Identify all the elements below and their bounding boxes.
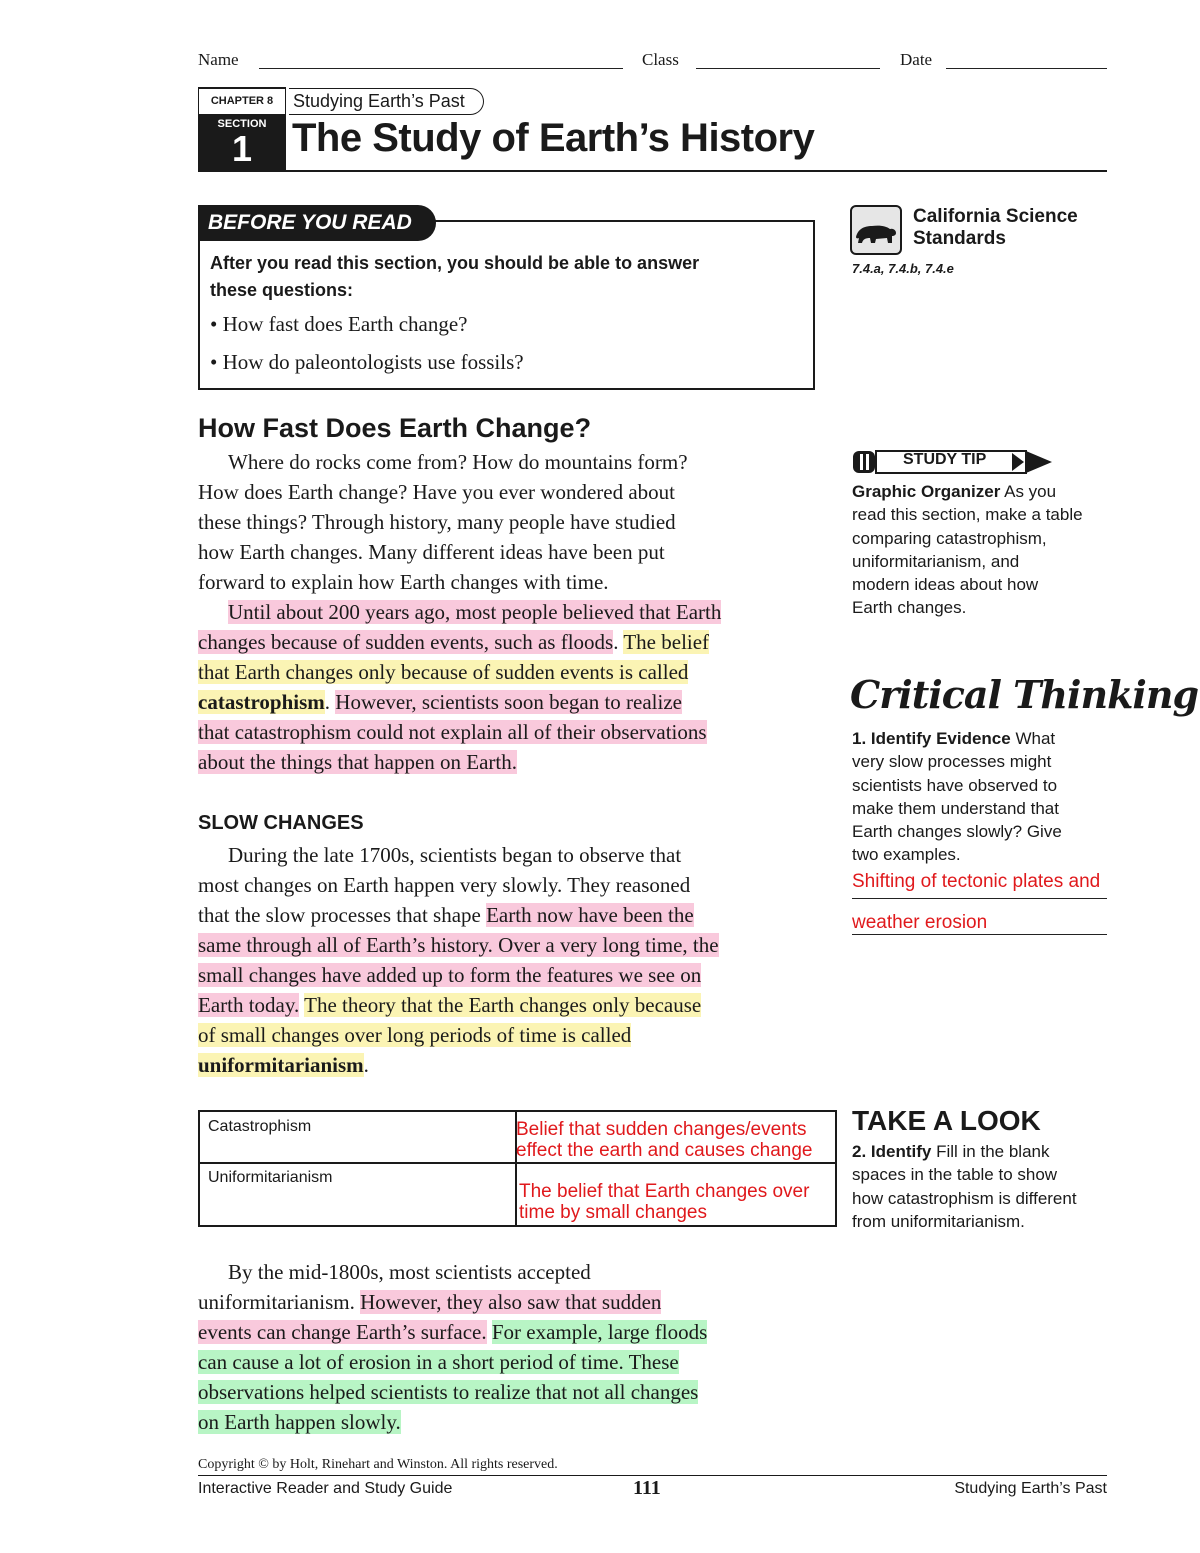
class-label: Class bbox=[642, 50, 679, 69]
highlight-pink: about the things that happen on Earth. bbox=[198, 750, 518, 774]
text: modern ideas about how bbox=[852, 575, 1039, 595]
date-label: Date bbox=[900, 50, 933, 69]
term-catastrophism: catastrophism bbox=[198, 690, 325, 714]
chapter-label: CHAPTER 8 bbox=[198, 88, 286, 115]
intro-line: After you read this section, you should be able to answer bbox=[210, 253, 700, 273]
text: What bbox=[1015, 729, 1056, 748]
critical-thinking-title: Critical Thinking bbox=[850, 672, 1199, 717]
highlight-pink: that catastrophism could not explain all of their observations bbox=[198, 720, 707, 744]
question-2 bbox=[852, 1140, 1112, 1233]
highlight-pink: small changes have added up to form the features we see on bbox=[198, 963, 702, 987]
question-item: • How fast does Earth change? bbox=[210, 312, 468, 336]
text: read this section, make a table bbox=[852, 505, 1083, 525]
highlight-green: can cause a lot of erosion in a short period of time. These bbox=[198, 1350, 679, 1374]
text: . bbox=[363, 1053, 369, 1077]
highlight-green: For example, large floods bbox=[491, 1320, 708, 1344]
before-you-read-tab: BEFORE YOU READ bbox=[198, 205, 436, 241]
answer-line: The belief that Earth changes over bbox=[519, 1181, 810, 1202]
name-label: Name bbox=[198, 50, 239, 69]
class-field-line[interactable] bbox=[696, 68, 880, 69]
text: scientists have observed to bbox=[852, 775, 1058, 795]
section-title: The Study of Earth’s History bbox=[292, 116, 815, 160]
highlight-pink: Earth now have been the bbox=[486, 903, 694, 927]
highlight-pink: events can change Earth’s surface. bbox=[198, 1320, 487, 1344]
california-bear-icon bbox=[850, 205, 902, 255]
study-tip-text bbox=[852, 480, 1112, 620]
date-field-line[interactable] bbox=[946, 68, 1107, 69]
answer-1-line-1[interactable]: Shifting of tectonic plates and bbox=[852, 871, 1101, 892]
text: Earth changes slowly? Give bbox=[852, 822, 1062, 842]
before-you-read-intro bbox=[210, 250, 800, 304]
highlight-green: on Earth happen slowly. bbox=[198, 1410, 401, 1434]
text: uniformitarianism. bbox=[198, 1290, 355, 1314]
body-line: these things? Through history, many people have studied bbox=[198, 510, 676, 534]
intro-line: these questions: bbox=[210, 280, 354, 300]
text: comparing catastrophism, bbox=[852, 528, 1047, 548]
text: how catastrophism is different bbox=[852, 1188, 1077, 1208]
body-line: how Earth changes. Many different ideas have been put bbox=[198, 540, 665, 564]
subheading-slow-changes: SLOW CHANGES bbox=[198, 812, 364, 834]
highlight-yellow: The belief bbox=[623, 630, 710, 654]
highlight-yellow: of small changes over long periods of time is called bbox=[198, 1023, 632, 1047]
question-heading: 1. Identify Evidence bbox=[852, 729, 1011, 748]
highlight-pink: Until about 200 years ago, most people believed that Earth bbox=[228, 600, 722, 624]
text: spaces in the table to show bbox=[852, 1165, 1058, 1185]
text: . bbox=[324, 690, 331, 714]
highlight-pink: changes because of sudden events, such as floods bbox=[198, 630, 614, 654]
text: from uniformitarianism. bbox=[852, 1211, 1025, 1231]
standards-title-line: Standards bbox=[913, 228, 1006, 249]
page-number: 111 bbox=[633, 1477, 661, 1499]
question-1 bbox=[852, 727, 1112, 867]
standards-title bbox=[913, 206, 1078, 250]
copyright: Copyright © by Holt, Rinehart and Winston. All rights reserved. bbox=[198, 1457, 558, 1472]
body-line: forward to explain how Earth changes with time. bbox=[198, 570, 609, 594]
text: that the slow processes that shape bbox=[198, 903, 481, 927]
answer-line: time by small changes bbox=[519, 1202, 707, 1223]
footer-book-title: Interactive Reader and Study Guide bbox=[198, 1480, 453, 1497]
question-item: • How do paleontologists use fossils? bbox=[210, 350, 524, 374]
table-row-label: Uniformitarianism bbox=[208, 1169, 333, 1186]
text: two examples. bbox=[852, 845, 961, 865]
answer-rule bbox=[852, 898, 1107, 899]
text: As you bbox=[1004, 482, 1057, 501]
question-heading: 2. Identify bbox=[852, 1142, 932, 1161]
answer-1-line-2[interactable]: weather erosion bbox=[852, 912, 988, 933]
body-line: By the mid-1800s, most scientists accepted bbox=[228, 1260, 591, 1284]
footer-chapter-title: Studying Earth’s Past bbox=[954, 1480, 1107, 1497]
highlight-pink: Earth today. bbox=[198, 993, 300, 1017]
text: very slow processes might bbox=[852, 752, 1052, 772]
text: uniformitarianism, and bbox=[852, 551, 1020, 571]
answer-line: effect the earth and causes change bbox=[516, 1140, 813, 1161]
body-line: most changes on Earth happen very slowly. They reasoned bbox=[198, 873, 691, 897]
highlight-pink: same through all of Earth’s history. Over a very long time, the bbox=[198, 933, 719, 957]
body-line: Where do rocks come from? How do mountains form? bbox=[228, 450, 688, 474]
highlight-pink: However, they also saw that sudden bbox=[360, 1290, 662, 1314]
banner-rule bbox=[198, 170, 1107, 172]
text: Fill in the blank bbox=[936, 1142, 1050, 1161]
term-uniformitarianism: uniformitarianism bbox=[198, 1053, 364, 1077]
answer-rule bbox=[852, 934, 1107, 935]
table-answer-cell[interactable] bbox=[519, 1181, 809, 1223]
standards-codes: 7.4.a, 7.4.b, 7.4.e bbox=[852, 261, 954, 276]
text: . bbox=[613, 630, 619, 654]
table-answer-cell[interactable] bbox=[516, 1119, 812, 1161]
text: Earth changes. bbox=[852, 598, 967, 618]
highlight-green: observations helped scientists to realize that not all changes bbox=[198, 1380, 699, 1404]
section-word: SECTION bbox=[217, 118, 267, 130]
table-divider bbox=[198, 1162, 837, 1164]
highlight-pink: However, scientists soon began to realize bbox=[335, 690, 682, 714]
study-tip-heading: Graphic Organizer bbox=[852, 482, 1001, 501]
section-number: 1 bbox=[231, 128, 253, 169]
main-heading: How Fast Does Earth Change? bbox=[198, 413, 592, 443]
highlight-yellow: that Earth changes only because of sudden events is called bbox=[198, 660, 689, 684]
take-a-look-heading: TAKE A LOOK bbox=[852, 1105, 1041, 1136]
text: make them understand that bbox=[852, 798, 1059, 818]
study-tip-label: STUDY TIP bbox=[903, 451, 987, 468]
standards-title-line: California Science bbox=[913, 206, 1078, 227]
footer-rule bbox=[198, 1475, 1107, 1476]
name-field-line[interactable] bbox=[259, 68, 623, 69]
answer-line: Belief that sudden changes/events bbox=[516, 1119, 807, 1140]
body-line: During the late 1700s, scientists began to observe that bbox=[228, 843, 682, 867]
highlight-yellow: The theory that the Earth changes only because bbox=[304, 993, 702, 1017]
chapter-title: Studying Earth’s Past bbox=[289, 88, 484, 115]
body-line: How does Earth change? Have you ever wondered about bbox=[198, 480, 675, 504]
table-row-label: Catastrophism bbox=[208, 1118, 312, 1135]
